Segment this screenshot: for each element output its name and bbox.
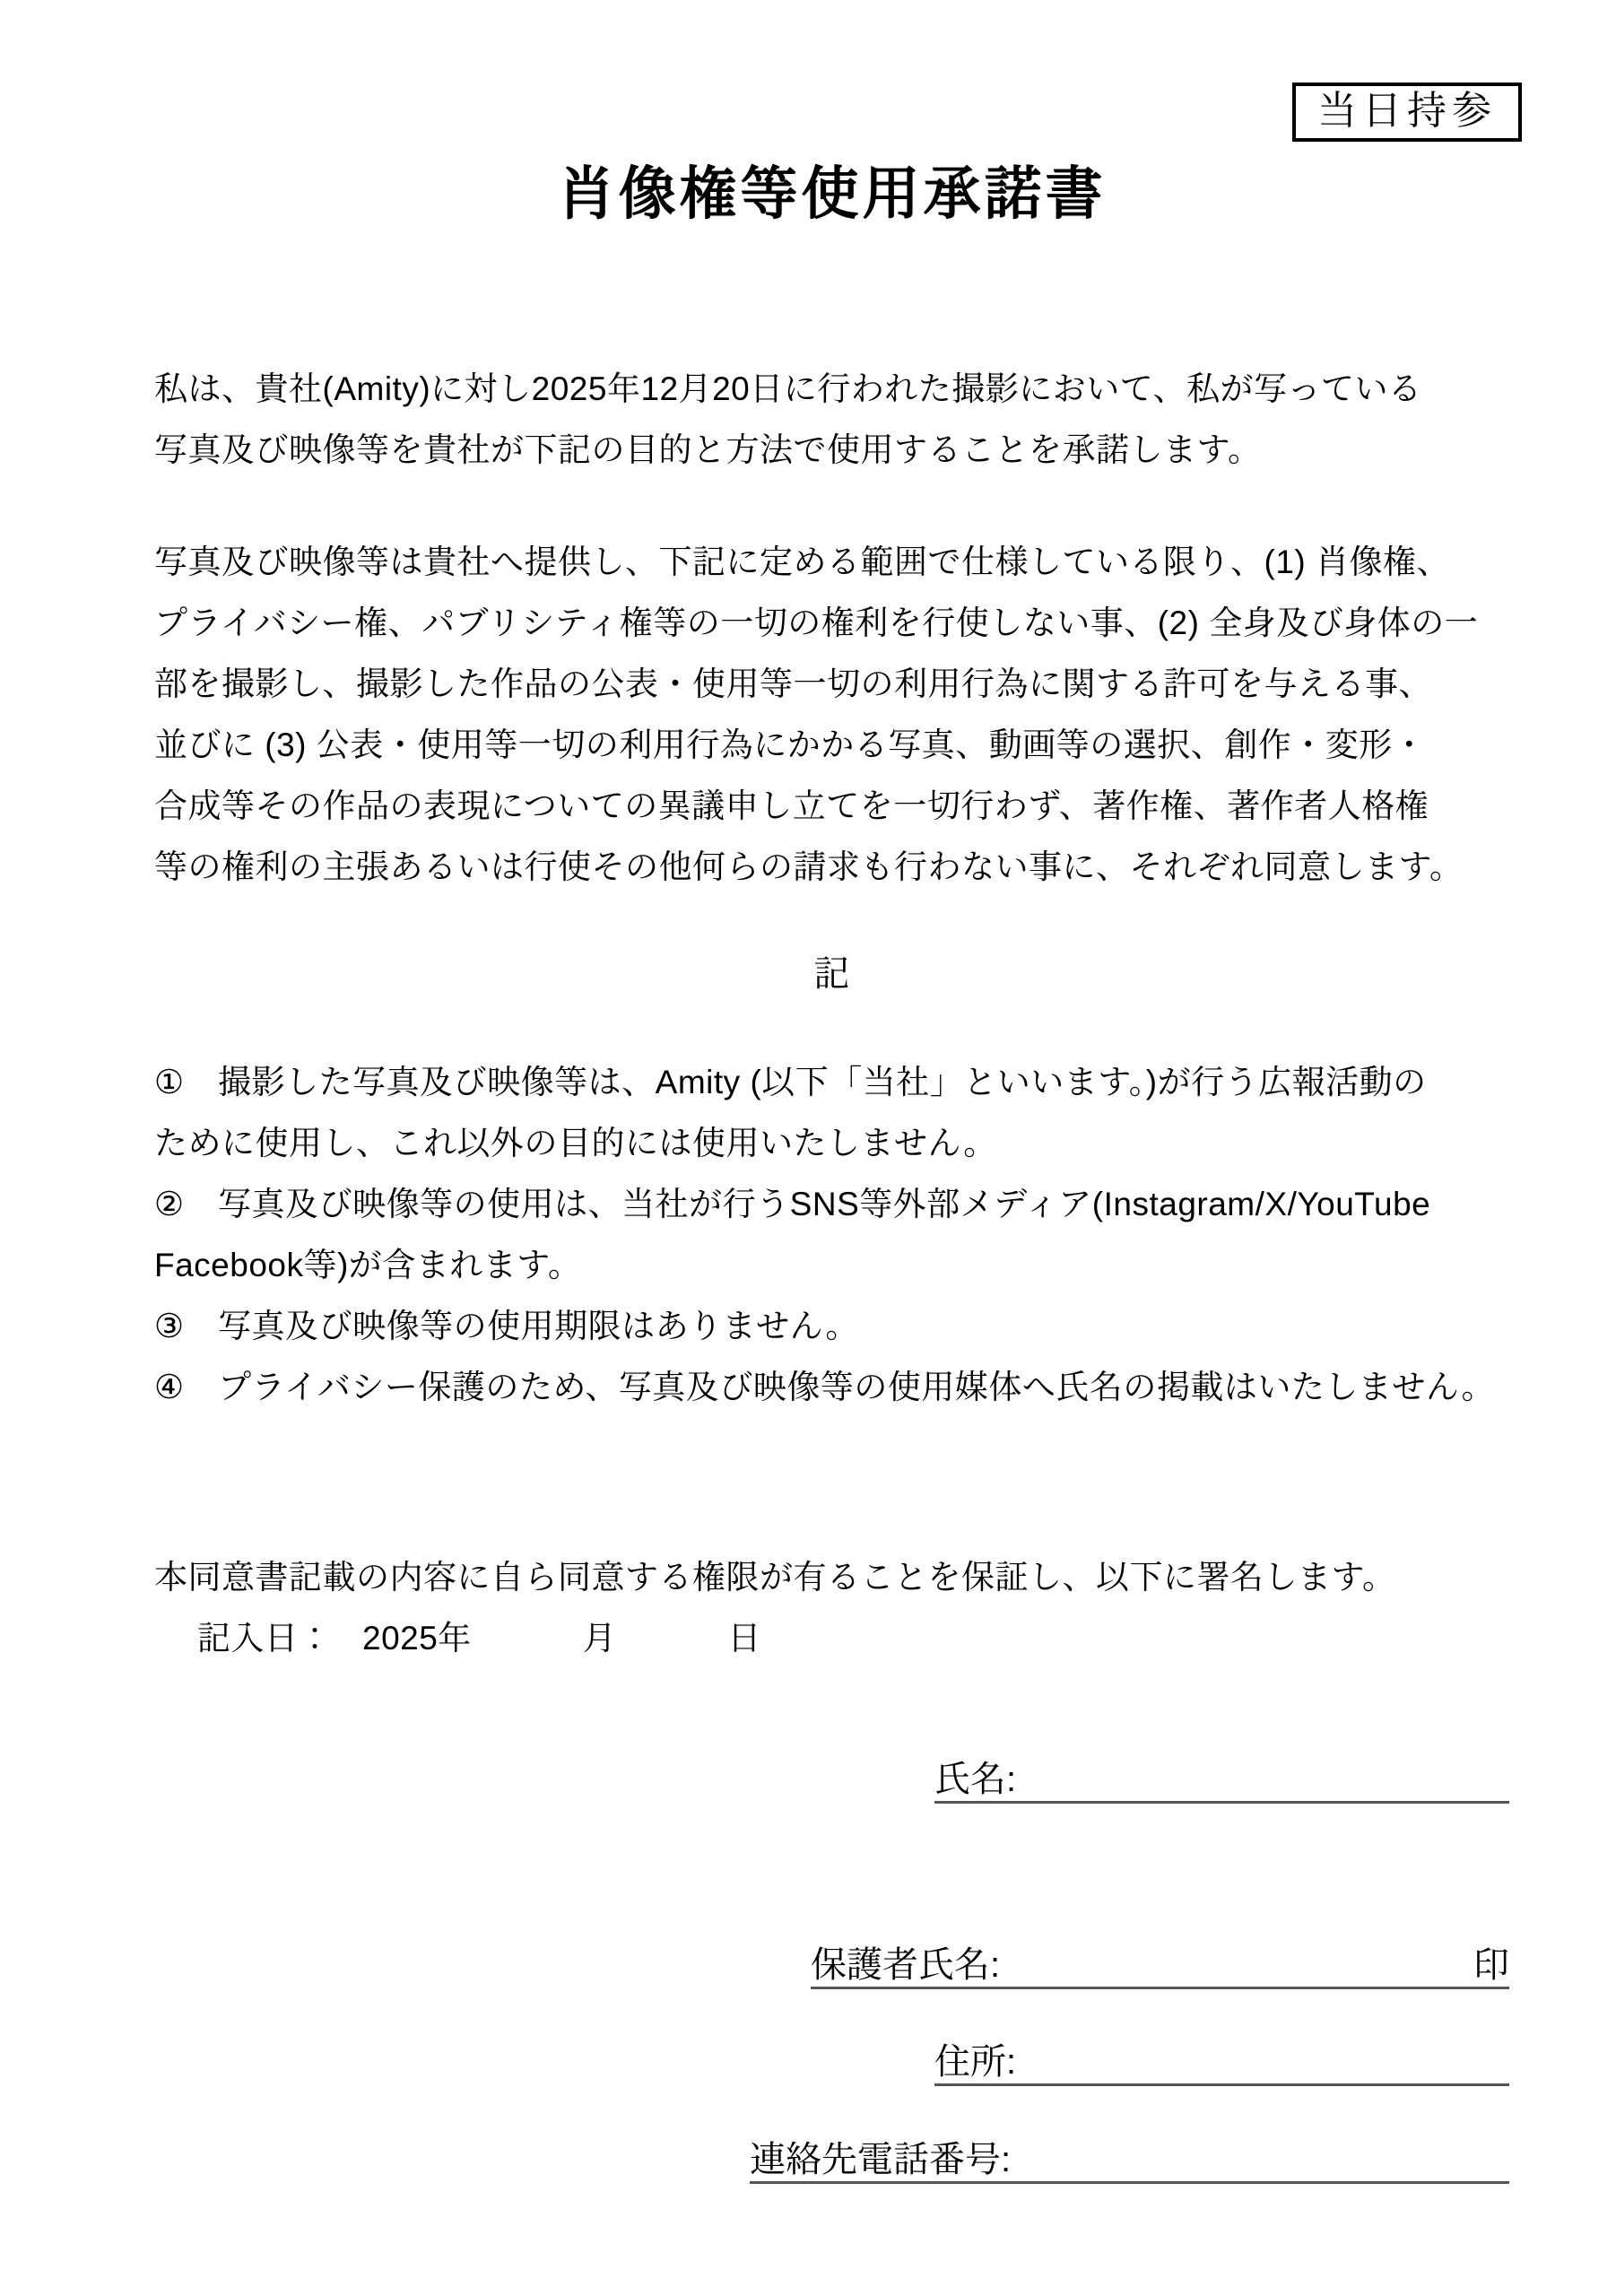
date-label: 記入日：: [197, 1620, 332, 1657]
terms-line: 写真及び映像等は貴社へ提供し、下記に定める範囲で仕様している限り、(1) 肖像権、: [154, 544, 1450, 580]
notes-heading: 記: [813, 954, 850, 994]
item-line: ために使用し、これ以外の目的には使用いたしません。: [154, 1125, 997, 1161]
address-field-row: [934, 2039, 1509, 2086]
item-line: ④ プライバシー保護のため、写真及び映像等の使用媒体へ氏名の掲載はいたしません。: [154, 1369, 1496, 1405]
intro-paragraph: [154, 359, 1509, 481]
name-label: 氏名:: [934, 1760, 1017, 1799]
terms-line: 合成等その作品の表現についての異議申し立てを一切行わず、著作権、著作者人格権: [154, 787, 1429, 824]
terms-line: 部を撮影し、撮影した作品の公表・使用等一切の利用行為に関する許可を与える事、: [154, 665, 1432, 702]
seal-mark-label: 印: [1473, 1945, 1509, 1985]
closing-line: 本同意書記載の内容に自ら同意する権限が有ることを保証し、以下に署名します。: [154, 1559, 1396, 1596]
numbered-items-list: [154, 1052, 1509, 1418]
item-line: Facebook等)が含まれます。: [154, 1247, 582, 1283]
phone-label: 連絡先電話番号:: [750, 2140, 1012, 2179]
terms-line: 並びに (3) 公表・使用等一切の利用行為にかかる写真、動画等の選択、創作・変形・: [154, 726, 1427, 763]
intro-line: 私は、貴社(Amity)に対し2025年12月20日に行われた撮影において、私が写っている: [154, 370, 1422, 407]
terms-line: 等の権利の主張あるいは行使その他何らの請求も行わない事に、それぞれ同意します。: [154, 848, 1464, 885]
intro-line: 写真及び映像等を貴社が下記の目的と方法で使用することを承諾します。: [154, 431, 1262, 468]
bring-on-day-badge: [1292, 83, 1522, 142]
address-label: 住所:: [934, 2042, 1017, 2082]
item-line: ③ 写真及び映像等の使用期限はありません。: [154, 1308, 859, 1344]
item-line: ② 写真及び映像等の使用は、当社が行うSNS等外部メディア(Instagram/X/YouTube: [154, 1186, 1431, 1222]
date-line: [154, 1608, 1509, 1669]
phone-field-row: [750, 2136, 1509, 2184]
document-title: 肖像権等使用承諾書: [557, 161, 1107, 226]
date-month-label: 月: [582, 1620, 617, 1657]
guardian-name-field-row: [811, 1942, 1509, 1989]
name-field-row: [934, 1756, 1509, 1804]
guardian-name-label: 保護者氏名:: [811, 1945, 1001, 1985]
date-year: 2025年: [362, 1620, 472, 1657]
item-line: ① 撮影した写真及び映像等は、Amity (以下「当社」といいます。)が行う広報活動の: [154, 1064, 1427, 1100]
date-day-label: 日: [727, 1620, 761, 1657]
terms-line: プライバシー権、パブリシティ権等の一切の権利を行使しない事、(2) 全身及び身体の一: [154, 604, 1479, 641]
bring-on-day-badge-label: 当日持参: [1317, 89, 1497, 133]
closing-paragraph: [154, 1547, 1509, 1669]
terms-paragraph: [154, 532, 1509, 898]
